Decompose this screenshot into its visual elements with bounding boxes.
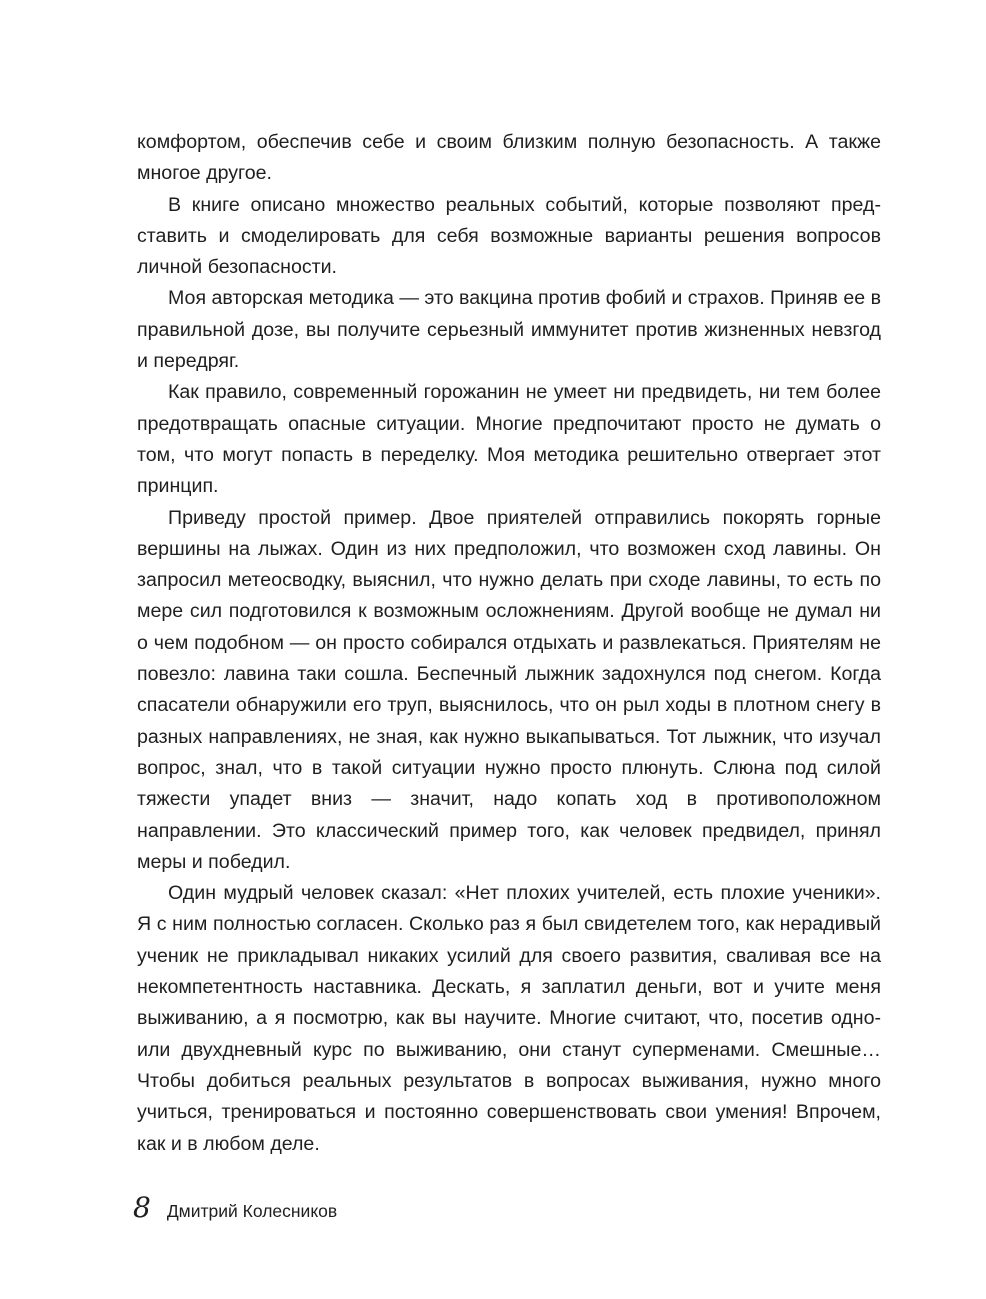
- running-footer-author: Дмитрий Колесников: [166, 1201, 338, 1221]
- page-footer: [133, 1190, 337, 1230]
- paragraph: Приведу простой пример. Двое приятелей отправились покорять горные вершины на лыжах. Один из них предположил, что возможен сход лавины. Он запросил метеосводку, выяснил, что нужно делать при сходе лавины, то есть по мере сил подготовился к возможным осложнениям. Другой вообще не думал ни о чем подобном — он просто собирался отдыхать и развлекаться. Приятелям не повезло: лавина таки сошла. Беспечный лыжник задохнулся под снегом. Когда спасатели обнаружили его труп, выяснилось, что он рыл ходы в плотном снегу в разных направлениях, не зная, как нужно выкапываться. Тот лыжник, что изучал вопрос, знал, что в такой ситуации нужно просто плюнуть. Слюна под силой тяжести упадет вниз — значит, надо копать ход в противоположном направлении. Это классический пример того, как человек предвидел, принял меры и победил.: [137, 506, 881, 873]
- paragraph: комфортом, обеспечив себе и своим близким полную безопасность. А также многое другое.: [137, 131, 881, 185]
- paragraph: Один мудрый человек сказал: «Нет плохих учителей, есть плохие ученики». Я с ним полностью согласен. Сколько раз я был свидетелем того, как нерадивый ученик не прикладывал никаких усилий для своего развития, сваливая все на некомпетентность наставника. Дескать, я заплатил деньги, вот и учите меня выживанию, а я посмотрю, как вы научите. Многие считают, что, посетив одно- или двухдневный курс по выживанию, они станут суперменами. Смешные… Чтобы добиться реальных результатов в вопросах выживания, нужно много учиться, тренироваться и постоянно совершенствовать свои умения! Впрочем, как и в любом деле.: [137, 882, 881, 1155]
- page-number: 8: [133, 1191, 151, 1224]
- paragraph: Моя авторская методика — это вакцина против фобий и страхов. Приняв ее в правильной дозе, вы получите серьезный иммунитет против жизненных невзгод и передряг.: [137, 287, 881, 373]
- paragraph: В книге описано множество реальных событий, которые позволяют представить и смоделировать для себя возможные варианты решения вопросов личной безопасности.: [137, 193, 881, 279]
- paragraph: Как правило, современный горожанин не умеет ни предвидеть, ни тем более предотвращать опасные ситуации. Многие предпочитают просто не думать о том, что могут попасть в переделку. Моя методика решительно отвергает этот принцип.: [137, 381, 881, 498]
- body-text: [137, 127, 881, 1160]
